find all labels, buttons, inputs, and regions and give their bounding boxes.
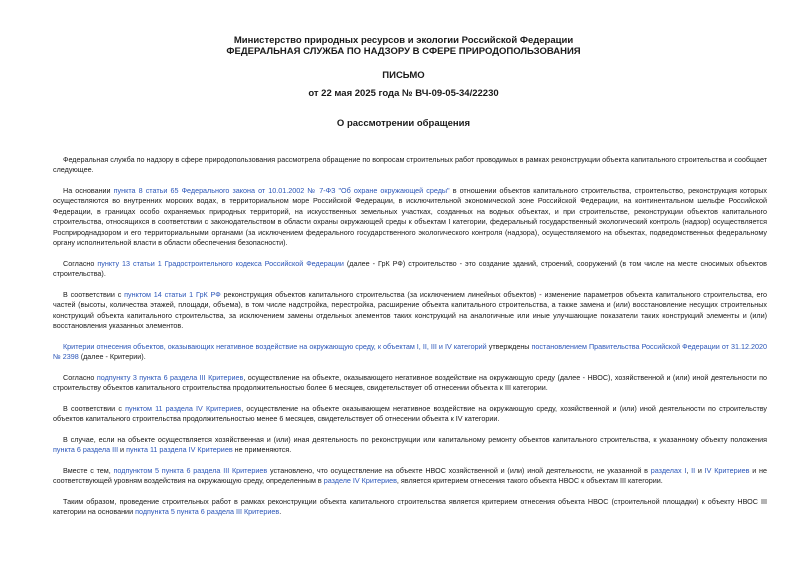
point6-section3-link[interactable]: пункта 6 раздела III <box>53 445 119 455</box>
service-name: ФЕДЕРАЛЬНАЯ СЛУЖБА ПО НАДЗОРУ В СФЕРЕ ПРИРОДОПОЛЬЗОВАНИЯ <box>226 46 581 57</box>
section4-link[interactable]: IV Критериев <box>704 466 750 475</box>
paragraph-legal-basis: На основании пункта 8 статьи 65 Федерального закона от 10.01.2002 № 7-ФЗ "Об охране окружающей среды" в отношении объектов капитального строительства, строительство, реконструкция которых осуществляются во внутренних морских водах, в территориальном море Российской Федерации, в исключительной экономической зоне Российской Федерации, на континентальном шельфе Российской Федерации, в границах особо охраняемых природных территорий, на искусственных земельных участках, созданных на водных объектах, и при строительстве, реконструкции объектов капитального строительства, относящихся в соответствии с законодательством в области охраны окружающей среды к объектам I категории, федеральный государственный экологический контроль (надзор) осуществляется Росприроднадзором и его территориальными органами (за исключением федерального государственного экологического контроля (надзора), осуществляемого на объектах, подведомственных федеральному органу исполнительной власти в области обеспечения безопасности). <box>53 186 767 248</box>
date-number: от 22 мая 2025 года № ВЧ-09-05-34/22230 <box>308 88 499 99</box>
criteria-section4-link[interactable]: пунктом 11 раздела IV Критериев <box>125 404 242 413</box>
document-type: ПИСЬМО <box>382 70 425 81</box>
paragraph-however: Вместе с тем, подпунктом 5 пункта 6 раздела III Критериев установлено, что осуществление на объекте НВОС хозяйственной и (или) иной деятельности, не указанной в разделах I, II и IV Критериев и не соответствующей уровням воздействия на окружающую среду, определенным в разделе IV Критериев, является критерием отнесения такого объекта НВОС к объектам III категории. <box>53 466 768 486</box>
letter-subject: О рассмотрении обращения <box>336 118 471 129</box>
paragraph-intro: Федеральная служба по надзору в сфере природопользования рассмотрела обращение по вопросам строительных работ проводимых в рамках реконструкции объекта капитального строительства и сообщает следующее. <box>53 155 767 175</box>
criteria-link[interactable]: Критерии отнесения объектов, оказывающих негативное воздействие на окружающую среду, к объектам I, II, III и IV категорий <box>63 342 487 351</box>
point11-section4-link[interactable]: пункта 11 раздела IV Критериев <box>126 445 233 455</box>
section4-criteria-link[interactable]: разделе IV Критериев <box>323 476 397 486</box>
paragraph-category-4: В соответствии с пунктом 11 раздела IV Критериев, осуществление на объекте оказывающем негативное воздействие на окружающую среду, хозяйственной и (или) иной деятельности по строительству объектов капитального строительства продолжительностью менее 6 месяцев, свидетельствует об отнесении объекта к IV категории. <box>53 404 768 424</box>
letter-header <box>0 35 807 57</box>
paragraph-reconstruction-definition: В соответствии с пунктом 14 статьи 1 ГрК РФ реконструкция объектов капитального строительства (за исключением линейных объектов) - изменение параметров объекта капитального строительства, его частей (высоты, количества этажей, площади, объема), в том числе надстройка, перестройка, расширение объекта капитального строительства, а также замена и (или) восстановление несущих строительных конструкций объекта капитального строительства, за исключением замены отдельных элементов таких конструкций на аналогичные или иные улучшающие показатели таких конструкций элементы и (или) восстановления указанных элементов. <box>53 290 768 331</box>
paragraph-conclusion: Таким образом, проведение строительных работ в рамках реконструкции объекта капитального строительства является критерием отнесения объекта НВОС (строительной площадки) к объекту НВОС III категории на основании подпункта 5 пункта 6 раздела III Критериев. <box>53 497 767 517</box>
subpoint5-link[interactable]: подпунктом 5 пункта 6 раздела III Критериев <box>113 466 268 475</box>
section1-link[interactable]: разделах I <box>650 466 687 475</box>
grk-link[interactable]: пункту 13 статьи 1 Градостроительного кодекса Российской Федерации <box>97 259 344 268</box>
criteria-section3-link[interactable]: подпункту 3 пункта 6 раздела III Критериев <box>96 373 244 382</box>
paragraph-criteria: Критерии отнесения объектов, оказывающих негативное воздействие на окружающую среду, к объектам I, II, III и IV категорий утверждены постановлением Правительства Российской Федерации от 31.12.2020 № 2398 (далее - Критерии). <box>53 342 767 362</box>
law-link[interactable]: пункта 8 статьи 65 Федерального закона от 10.01.2002 № 7-ФЗ "Об охране окружающей среды" <box>113 186 450 195</box>
government-decree-link[interactable]: постановлением Правительства Российской Федерации от 31.12.2020 № 2398 <box>53 342 767 362</box>
paragraph-category-3: Согласно подпункту 3 пункта 6 раздела III Критериев, осуществление на объекте, оказывающего негативное воздействие на окружающую среду (далее - НВОС), хозяйственной и (или) иной деятельности по строительству объектов капитального строительства продолжительностью более 6 месяцев, свидетельствует об отнесении объекта к III категории. <box>53 373 767 393</box>
ministry-name: Министерство природных ресурсов и экологии Российской Федерации <box>233 35 574 46</box>
paragraph-construction-definition: Согласно пункту 13 статьи 1 Градостроительного кодекса Российской Федерации (далее - ГрК РФ) строительство - это создание зданий, строений, сооружений (в том числе на месте сносимых объектов строительства). <box>53 259 768 279</box>
grk-reconstruction-link[interactable]: пунктом 14 статьи 1 ГрК РФ <box>124 290 221 299</box>
subpoint5-conclusion-link[interactable]: подпункта 5 пункта 6 раздела III Критериев <box>135 507 280 517</box>
section2-link[interactable]: II <box>691 466 696 475</box>
paragraph-reconstruction-exception: В случае, если на объекте осуществляется хозяйственная и (или) иная деятельность по реконструкции или капитальному ремонту объектов капитального строительства, к указанному объекту положения пункта 6 раздела III и пункта 11 раздела IV Критериев не применяются. <box>53 435 767 455</box>
